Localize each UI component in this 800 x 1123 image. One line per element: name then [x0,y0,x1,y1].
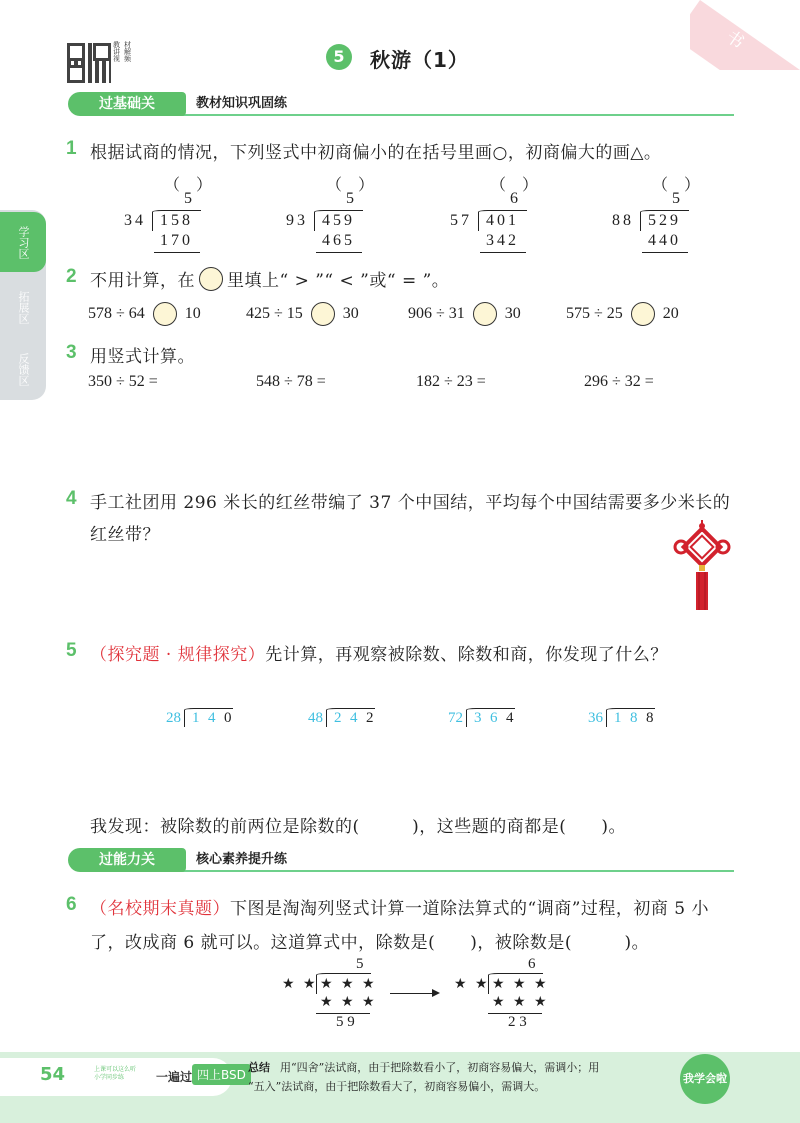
dividend-stars: ★ ★ ★ [492,976,549,992]
dividend: 529 [648,212,681,229]
question-6-tag: （名校期末真题） [90,899,230,919]
question-2-number: 2 [66,266,77,287]
question-6-line2: 了，改成商 6 就可以。这道算式中，除数是( )，被除数是( )。 [90,933,650,953]
question-4-line2: 红丝带？ [90,525,160,545]
side-tab-feedback[interactable]: 反馈区 [17,352,30,386]
q5-division-2: 48 2 4 2 [308,710,374,726]
question-1-text: 根据试商的情况，下列竖式中初商偏小的在括号里画○，初商偏大的画△。 [90,143,662,163]
qr-code[interactable] [67,43,111,83]
question-5-tag: （探究题 · 规律探究） [90,645,266,665]
divisor-stars: ★ ★ [282,976,318,992]
divisor: 36 [588,710,603,726]
q6-division-right [454,956,554,1032]
quotient: 6 [528,956,536,972]
product: 440 [648,232,681,249]
q3-expr-4: 296 ÷ 32 = [584,373,654,390]
dividend-stars: ★ ★ ★ [320,976,377,992]
dividend: 459 [322,212,355,229]
quotient: 5 [672,190,680,207]
q2-compare-1: 578 ÷ 64 10 [88,302,201,326]
question-4-number: 4 [66,488,77,509]
compare-circle[interactable] [631,302,655,326]
product-stars: ★ ★ ★ [492,994,549,1010]
section-ability-badge: 过能力关 [68,848,186,872]
quotient: 5 [184,190,192,207]
question-5-number: 5 [66,640,77,661]
side-tab-extend[interactable]: 拓展区 [17,290,30,324]
lesson-number-badge: 5 [326,44,352,70]
sample-circle [199,267,223,291]
divisor-stars: ★ ★ [454,976,490,992]
series-small: 上课可以这么听 小学同步练 [94,1066,137,1081]
q5-division-4: 36 1 8 8 [588,710,654,726]
product: 170 [160,232,193,249]
product: 342 [486,232,519,249]
summary-label: 总结 [248,1061,270,1074]
divisor: 48 [308,710,323,726]
q3-expr-2: 548 ÷ 78 = [256,373,326,390]
question-3-number: 3 [66,342,77,363]
question-3-text: 用竖式计算。 [90,347,195,367]
summary-block [248,1058,668,1096]
q1-division-2 [286,172,376,254]
q3-expr-3: 182 ÷ 23 = [416,373,486,390]
question-6-number: 6 [66,894,77,915]
remainder: 2 3 [508,1014,527,1030]
corner-stamp-text: 教师用书 [721,6,795,56]
mascot-badge: 我学会啦 [680,1054,730,1104]
side-tab-study[interactable]: 学习区 [0,212,46,272]
qr-caption: 教 材 讲 解 视 频 [113,41,131,63]
divisor: 88 [612,212,634,229]
section-basic-subtitle: 教材知识巩固练 [196,96,288,111]
q1-division-4 [612,172,702,254]
compare-circle[interactable] [473,302,497,326]
q2-compare-2: 425 ÷ 15 30 [246,302,359,326]
section-basic-badge: 过基础关 [68,92,186,116]
dividend: 401 [486,212,519,229]
divisor: 28 [166,710,181,726]
quotient: 5 [346,190,354,207]
q5-division-1: 28 1 4 0 [166,710,232,726]
corner-stamp [690,0,800,70]
question-4-line1: 手工社团用 296 米长的红丝带编了 37 个中国结，平均每个中国结需要多少米长的 [90,493,731,513]
answer-paren[interactable]: （ ） [490,177,539,194]
question-6-line1: （名校期末真题）下图是淘淘列竖式计算一道除法算式的“调商”过程，初商 5 小 [90,899,710,919]
divisor: 57 [450,212,472,229]
product-stars: ★ ★ ★ [320,994,377,1010]
section-ability-subtitle: 核心素养提升练 [196,852,288,867]
question-1-number: 1 [66,138,77,159]
quotient: 6 [510,190,518,207]
question-2-text: 不用计算，在 里填上“ > ”“ < ”或“ = ”。 [90,266,449,291]
question-5-text: （探究题 · 规律探究）先计算，再观察被除数、除数和商，你发现了什么？ [90,645,668,665]
answer-paren[interactable]: （ ） [164,177,213,194]
answer-paren[interactable]: （ ） [652,177,701,194]
product: 465 [322,232,355,249]
divisor: 93 [286,212,308,229]
q2-compare-4: 575 ÷ 25 20 [566,302,679,326]
divisor: 72 [448,710,463,726]
arrow-icon [390,993,438,994]
q5-division-3: 72 3 6 4 [448,710,514,726]
summary-line2: “五入”法试商，由于把除数看大了，初商容易偏小，需调大。 [248,1080,546,1093]
q1-division-1 [124,172,214,254]
page-title: 秋游（1） [370,48,469,72]
compare-circle[interactable] [153,302,177,326]
summary-line1: 用“四舍”法试商，由于把除数看小了，初商容易偏大，需调小；用 [280,1061,600,1074]
q2-compare-3: 906 ÷ 31 30 [408,302,521,326]
page-number: 54 [40,1064,66,1085]
q3-expr-1: 350 ÷ 52 = [88,373,158,390]
q6-division-left [282,956,382,1032]
quotient: 5 [356,956,364,972]
answer-paren[interactable]: （ ） [326,177,375,194]
dividend: 158 [160,212,193,229]
chinese-knot-image [672,520,732,612]
remainder: 5 9 [336,1014,355,1030]
series-logo: 一遍过 [156,1070,193,1084]
compare-circle[interactable] [311,302,335,326]
grade-badge: 四上BSD [192,1064,251,1085]
question-5-finding: 我发现：被除数的前两位是除数的( )，这些题的商都是( )。 [90,817,627,837]
divisor: 34 [124,212,146,229]
q1-division-3 [450,172,540,254]
